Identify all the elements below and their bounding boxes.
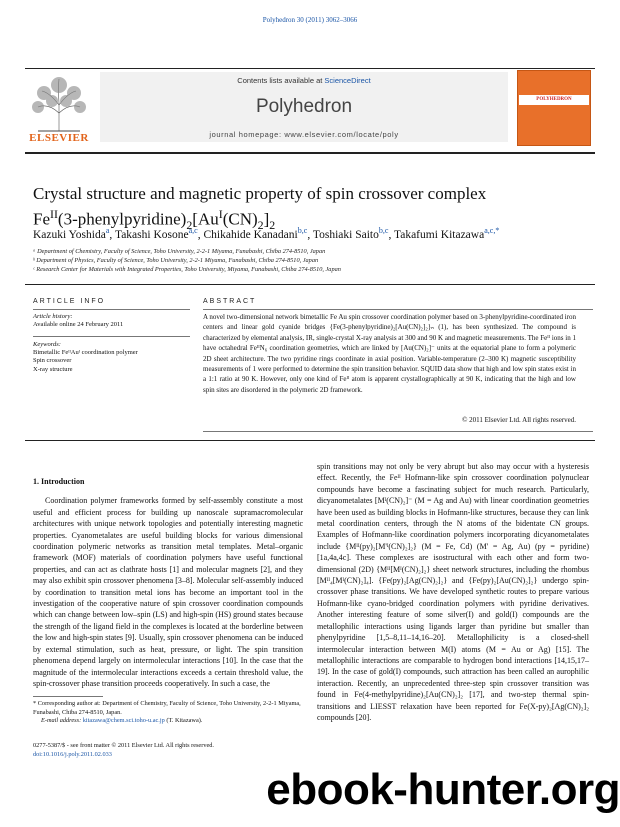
corresponding-footnote	[33, 700, 303, 726]
article-history	[33, 313, 193, 329]
affiliation-a: ᵃ Department of Chemistry, Faculty of Science, Toho University, 2-2-1 Miyama, Funabashi, Chiba 274-8510, Japan	[33, 248, 326, 255]
corresponding-author: * Corresponding author at: Department of Chemistry, Faculty of Science, Toho University, 2-2-1 Miyama, Funabashi, Chiba 274-8510, Japan.	[33, 700, 301, 716]
ab-rule-2	[203, 431, 593, 432]
t-sub3: 2	[269, 218, 276, 233]
journal-title: Polyhedron	[255, 96, 353, 117]
top-rule	[25, 68, 595, 69]
t-sup1: II	[50, 207, 58, 221]
affiliation-rule	[25, 284, 595, 285]
footnote-rule	[33, 696, 103, 697]
author-name: Toshiaki Saito	[312, 228, 379, 241]
email-suffix: (T. Kitazawa).	[164, 717, 203, 724]
issn-line: 0277-5387/$ - see front matter © 2011 Elsevier Ltd. All rights reserved.	[33, 742, 214, 749]
author[interactable]	[312, 226, 389, 241]
cover-label: POLYHEDRON	[519, 95, 589, 105]
email-label: E-mail address:	[41, 717, 83, 724]
body-column-right: spin transitions may not only be very abrupt but also may occur with a hysteresis effect. Recently, the Feᴵᴵ Hofmann-like spin crossover coordination polynuclear compounds have become a fascinating subject for much research. Particularly, dicyanometalates [Mᴵ(CN)₂]⁻ (M = Ag and Au) with linear coordination geometries have been used as building blocks in Hofmann-like structures, because they can link metal coordination centers, through the N atoms of the bidentate CN groups. Examples of Hofmann-like coordination polymers incorporating dicyanometalates include {Mᴵᴵ(py)₂[M'ᴵ(CN)₂]₂} (M = Fe, Cd) (M' = Ag, Au) (py = pyridine) [1a,4a,4c]. These complexes are isostructural with each other and form two-dimensional (2D) {Mᴵᴵ[Mᴵ(CN)₂]₂} sheet network structures, including the rhombus [Mᴵᴵ₄[Mᴵ(CN)₂]₄]. {Fe(py)₂[Ag(CN)₂]₂} and {Fe(py)₂[Au(CN)₂]₂} undergo spin-crossover phase transitions. We have developed synthetic routes to prepare various Hofmann-like cyano-bridged coordination polymers with pyridine derivatives. Another interesting feature of some silver(I) and gold(I) compounds are the metallophilic interactions using ligands larger than pyridine but smaller than phenylpyridine [1,5–8,11–14,16–20]. Metallophilicity is a closed-shell intermolecular interaction between M(I) atoms (M = Au or Ag) [15]. The metallophilic interactions are comparable to hydrogen bond interactions [14,15,17–19]. In the case of gold(I) compounds, such attraction has been called an aurophilic interaction. Recently, an unprecedented three-step spin crossover transition was found in Fe(4-methylpyridine)₂[Au(CN)₂]₂ [17], and two-step thermal spin-transitions and LIESST relaxation have been reported for Fe(X-py)₂[Ag(CN)₂]₂ compounds [20].	[317, 462, 589, 722]
author-name: Takashi Kosone	[114, 228, 189, 241]
t-sup2: I	[218, 207, 223, 221]
affiliation-b: ᵇ Department of Physics, Faculty of Science, Toho University, 2-2-1 Miyama, Funabashi, Chiba 274-8510, Japan	[33, 257, 319, 264]
journal-homepage[interactable]: journal homepage: www.elsevier.com/locate/poly	[209, 130, 399, 139]
history-label: Article history:	[33, 313, 73, 320]
abstract-text: A novel two-dimensional network bimetallic Fe Au spin crossover coordination polymer based on 3-phenylpyridine-coordinated iron centers and linear gold cyanide bridges {Fe(3-phenylpyridine)₂[Au(CN)₂]₂}ₙ (1), has been synthesized. The compound is characterized by elemental analysis, IR, single-crystal X-ray analysis at 300 and 90 K and magnetic measurements. The Feᴵᴵ ions in 1 have octahedral FeᴵᴵN₆ coordination geometries, which are linked by [Au(CN)₂]⁻ units at the equatorial plane to form a polymeric 2D sheet architecture. The two pyridine rings coordinate in axial position. Variable-temperature (2–300 K) magnetic susceptibility measurements of 1 were performed to determine the spin transition behavior. SQUID data show that high and low spin states exist in a 1:1 ratio at 90 K. However, only one kind of Feᴵᴵ atom is apparent crystallographically at 90 K, indicating that the high and low spin sites are disordered in the polymeric 2D framework.	[203, 313, 576, 394]
sciencedirect-link[interactable]: ScienceDirect	[324, 76, 371, 85]
author-list: Kazuki Yoshida$^a$, Takashi Kosone$^{a,c}$, Chikahide Kanadani$^{b,c}$, Toshiaki Saito$^{b,c}$, Takafumi Kitazawa$^{a,c,*}$	[33, 226, 500, 241]
contents-prefix: Contents lists available at	[237, 76, 325, 85]
author-aff[interactable]: a	[105, 226, 110, 235]
elsevier-wordmark: ELSEVIER	[29, 132, 89, 144]
doi-link[interactable]: doi:10.1016/j.poly.2011.02.033	[33, 750, 112, 758]
ai-rule-1	[33, 309, 190, 310]
header-bottom-rule	[25, 152, 595, 154]
author[interactable]	[33, 226, 110, 241]
watermark: ebook-hunter.org	[266, 765, 620, 814]
contents-line	[100, 76, 508, 85]
abstract-heading: ABSTRACT	[203, 298, 257, 305]
email-link[interactable]: kitazawa@chem.sci.toho-u.ac.jp	[82, 717, 165, 724]
t-au: [Au	[192, 209, 219, 229]
author-aff[interactable]: b,c	[297, 226, 308, 235]
journal-citation[interactable]: Polyhedron 30 (2011) 3062–3066	[262, 16, 358, 24]
keyword: Spin crossover	[33, 357, 72, 365]
author[interactable]	[114, 226, 198, 241]
body-column-left	[33, 476, 303, 689]
t-sub1: 2	[186, 218, 193, 233]
keyword: X-ray structure	[33, 365, 73, 373]
author-name: Chikahide Kanadani	[203, 228, 298, 241]
author[interactable]	[203, 226, 308, 241]
ai-rule-2	[33, 336, 190, 337]
front-matter-rule	[25, 440, 595, 441]
author-aff[interactable]: a,c	[188, 226, 198, 235]
abstract-copyright: © 2011 Elsevier Ltd. All rights reserved.	[462, 416, 576, 424]
ab-rule-1	[203, 309, 593, 310]
t-ligand: (3-phenylpyridine)	[57, 209, 187, 229]
t-sub2: 2	[257, 218, 264, 233]
t-fe: Fe	[33, 209, 50, 229]
affiliation-c: ᶜ Research Center for Materials with Integrated Properties, Toho University, Miyama, Funabashi, Chiba 274-8510, Japan	[33, 266, 341, 273]
article-info-heading: ARTICLE INFO	[33, 298, 106, 305]
email-line	[33, 717, 303, 726]
t-bracket: ]	[263, 209, 270, 229]
history-value: Available online 24 February 2011	[33, 321, 124, 329]
intro-paragraph-left: Coordination polymer frameworks formed by self-assembly constitute a most useful and efficient process for building up nanoscale supramacromolecular architectures with unique network topologies and potentially interesting magnetic properties. Cyanometalates are useful building blocks for various dimensional coordination polymeric networks as transition metal templates. Metal–organic framework (MOF) materials of coordination polymers have useful functional properties, and can act as clathrate hosts [1] and molecular magnets [2], and they may also exhibit spin crossover phenomena [3–8]. Molecular self-assembly induced by coordination to transition metal ions has become an important tool in the investigation of the cooperative nature of spin crossover coordination compounds which can change between low–spin (LS) and high-spin (HS) ground states because the strength of the ligand field in the complexes is located at the borderline between the low and high-spin states [9]. Usually, spin crossover phenomena can be induced by external stimulation, such as heat, pressure, or light. The spin transition phenomena depend largely on intermolecular interactions [10]. In the case that the magnitude of the intermolecular interactions exceeds a certain threshold value, the spin-crossover phase transition proceeds cooperatively. In such a case, the	[33, 496, 303, 688]
keywords	[33, 341, 193, 374]
journal-cover-image	[517, 70, 591, 146]
keywords-label: Keywords:	[33, 341, 61, 348]
author-aff[interactable]: b,c	[378, 226, 389, 235]
author[interactable]	[394, 226, 500, 241]
t-cn: (CN)	[222, 209, 258, 229]
issn-block	[33, 742, 333, 759]
author-name: Takafumi Kitazawa	[394, 228, 485, 241]
keyword: Bimetallic FeᴵᴵAuᴵ coordination polymer	[33, 349, 138, 357]
introduction-heading: 1. Introduction	[33, 477, 85, 486]
author-name: Kazuki Yoshida	[33, 228, 106, 241]
elsevier-tree-logo	[28, 73, 90, 133]
author-aff[interactable]: a,c,*	[484, 226, 500, 235]
title-line-1: Crystal structure and magnetic property of spin crossover complex	[33, 184, 487, 203]
